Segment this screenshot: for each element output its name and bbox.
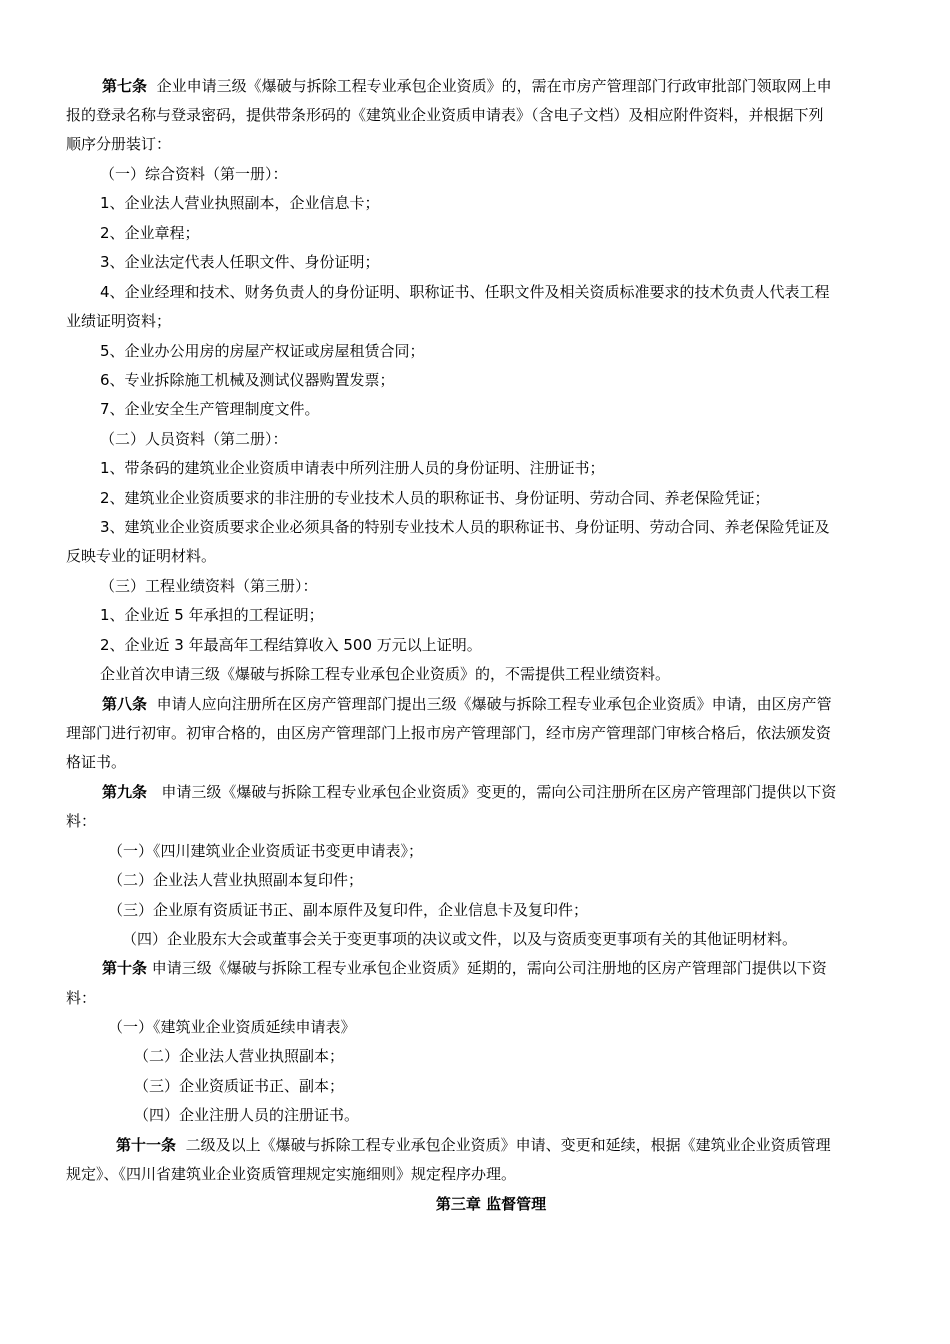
list-item: （三）企业资质证书正、副本； (134, 1077, 345, 1095)
list-item: 1、企业近 5 年承担的工程证明； (100, 606, 324, 624)
article-8-heading: 第八条 (102, 695, 148, 713)
article-7-note: 企业首次申请三级《爆破与拆除工程专业承包企业资质》的，不需提供工程业绩资料。 (100, 665, 671, 683)
article-9-line-1 (102, 782, 836, 802)
article-7-line-3: 顺序分册装订： (66, 135, 172, 153)
article-7-heading: 第七条 (102, 77, 148, 95)
article-8-text: 申请人应向注册所在区房产管理部门提出三级《爆破与拆除工程专业承包企业资质》申请，由区房产管 (156, 695, 832, 713)
chapter-heading: 第三章 监督管理 (435, 1195, 547, 1213)
list-item: 2、企业近 3 年最高年工程结算收入 500 万元以上证明。 (100, 636, 482, 654)
list-item: （一）《四川建筑业企业资质证书变更申请表》； (108, 842, 424, 860)
list-item: 1、带条码的建筑业企业资质申请表中所列注册人员的身份证明、注册证书； (100, 459, 605, 477)
article-10-heading: 第十条 (102, 959, 148, 977)
article-8-line-1 (102, 694, 832, 714)
article-9-line-2: 料： (66, 812, 97, 830)
list-item: 1、企业法人营业执照副本，企业信息卡； (100, 194, 380, 212)
list-item-continued: 反映专业的证明材料。 (66, 547, 217, 565)
article-11-text: 二级及以上《爆破与拆除工程专业承包企业资质》申请、变更和延续，根据《建筑业企业资质管理 (185, 1136, 831, 1154)
list-item: 2、企业章程； (100, 224, 200, 242)
list-item: （二）企业法人营业执照副本； (134, 1047, 345, 1065)
article-10-text: 申请三级《爆破与拆除工程专业承包企业资质》延期的，需向公司注册地的区房产管理部门提供以下资 (151, 959, 827, 977)
article-9-heading: 第九条 (102, 783, 148, 801)
list-item: 4、企业经理和技术、财务负责人的身份证明、职称证书、任职文件及相关资质标准要求的技术负责人代表工程 (100, 283, 830, 301)
article-11-line-1 (116, 1135, 831, 1155)
section-3-title: （三）工程业绩资料（第三册）： (100, 577, 318, 595)
list-item: （四）企业注册人员的注册证书。 (134, 1106, 360, 1124)
list-item: （三）企业原有资质证书正、副本原件及复印件，企业信息卡及复印件； (108, 901, 589, 919)
list-item: （四）企业股东大会或董事会关于变更事项的决议或文件，以及与资质变更事项有关的其他证明材料。 (122, 930, 798, 948)
article-11-line-2: 规定》、《四川省建筑业企业资质管理规定实施细则》规定程序办理。 (66, 1165, 517, 1183)
article-11-heading: 第十一条 (116, 1136, 177, 1154)
article-8-line-3: 格证书。 (66, 753, 127, 771)
article-7-line-2: 报的登录名称与登录密码，提供带条形码的《建筑业企业资质申请表》（含电子文档）及相应附件资料，并根据下列 (66, 106, 824, 124)
list-item: （二）企业法人营业执照副本复印件； (108, 871, 364, 889)
list-item: 7、企业安全生产管理制度文件。 (100, 400, 320, 418)
list-item: 5、企业办公用房的房屋产权证或房屋租赁合同； (100, 342, 425, 360)
list-item: （一）《建筑业企业资质延续申请表》 (108, 1018, 356, 1036)
list-item: 6、专业拆除施工机械及测试仪器购置发票； (100, 371, 395, 389)
article-10-line-2: 料： (66, 989, 97, 1007)
article-10-line-1 (102, 958, 827, 978)
list-item: 2、建筑业企业资质要求的非注册的专业技术人员的职称证书、身份证明、劳动合同、养老保险凭证； (100, 489, 770, 507)
section-2-title: （二）人员资料（第二册）： (100, 430, 288, 448)
list-item: 3、企业法定代表人任职文件、身份证明； (100, 253, 380, 271)
article-7-text: 企业申请三级《爆破与拆除工程专业承包企业资质》的，需在市房产管理部门行政审批部门领取网上申 (156, 77, 832, 95)
list-item: 3、建筑业企业资质要求企业必须具备的特别专业技术人员的职称证书、身份证明、劳动合同、养老保险凭证及 (100, 518, 830, 536)
section-1-title: （一）综合资料（第一册）： (100, 165, 288, 183)
article-9-text: 申请三级《爆破与拆除工程专业承包企业资质》变更的，需向公司注册所在区房产管理部门提供以下资 (161, 783, 837, 801)
article-7-line-1 (102, 76, 832, 96)
list-item-continued: 业绩证明资料； (66, 312, 172, 330)
article-8-line-2: 理部门进行初审。初审合格的，由区房产管理部门上报市房产管理部门，经市房产管理部门审核合格后，依法颁发资 (66, 724, 832, 742)
